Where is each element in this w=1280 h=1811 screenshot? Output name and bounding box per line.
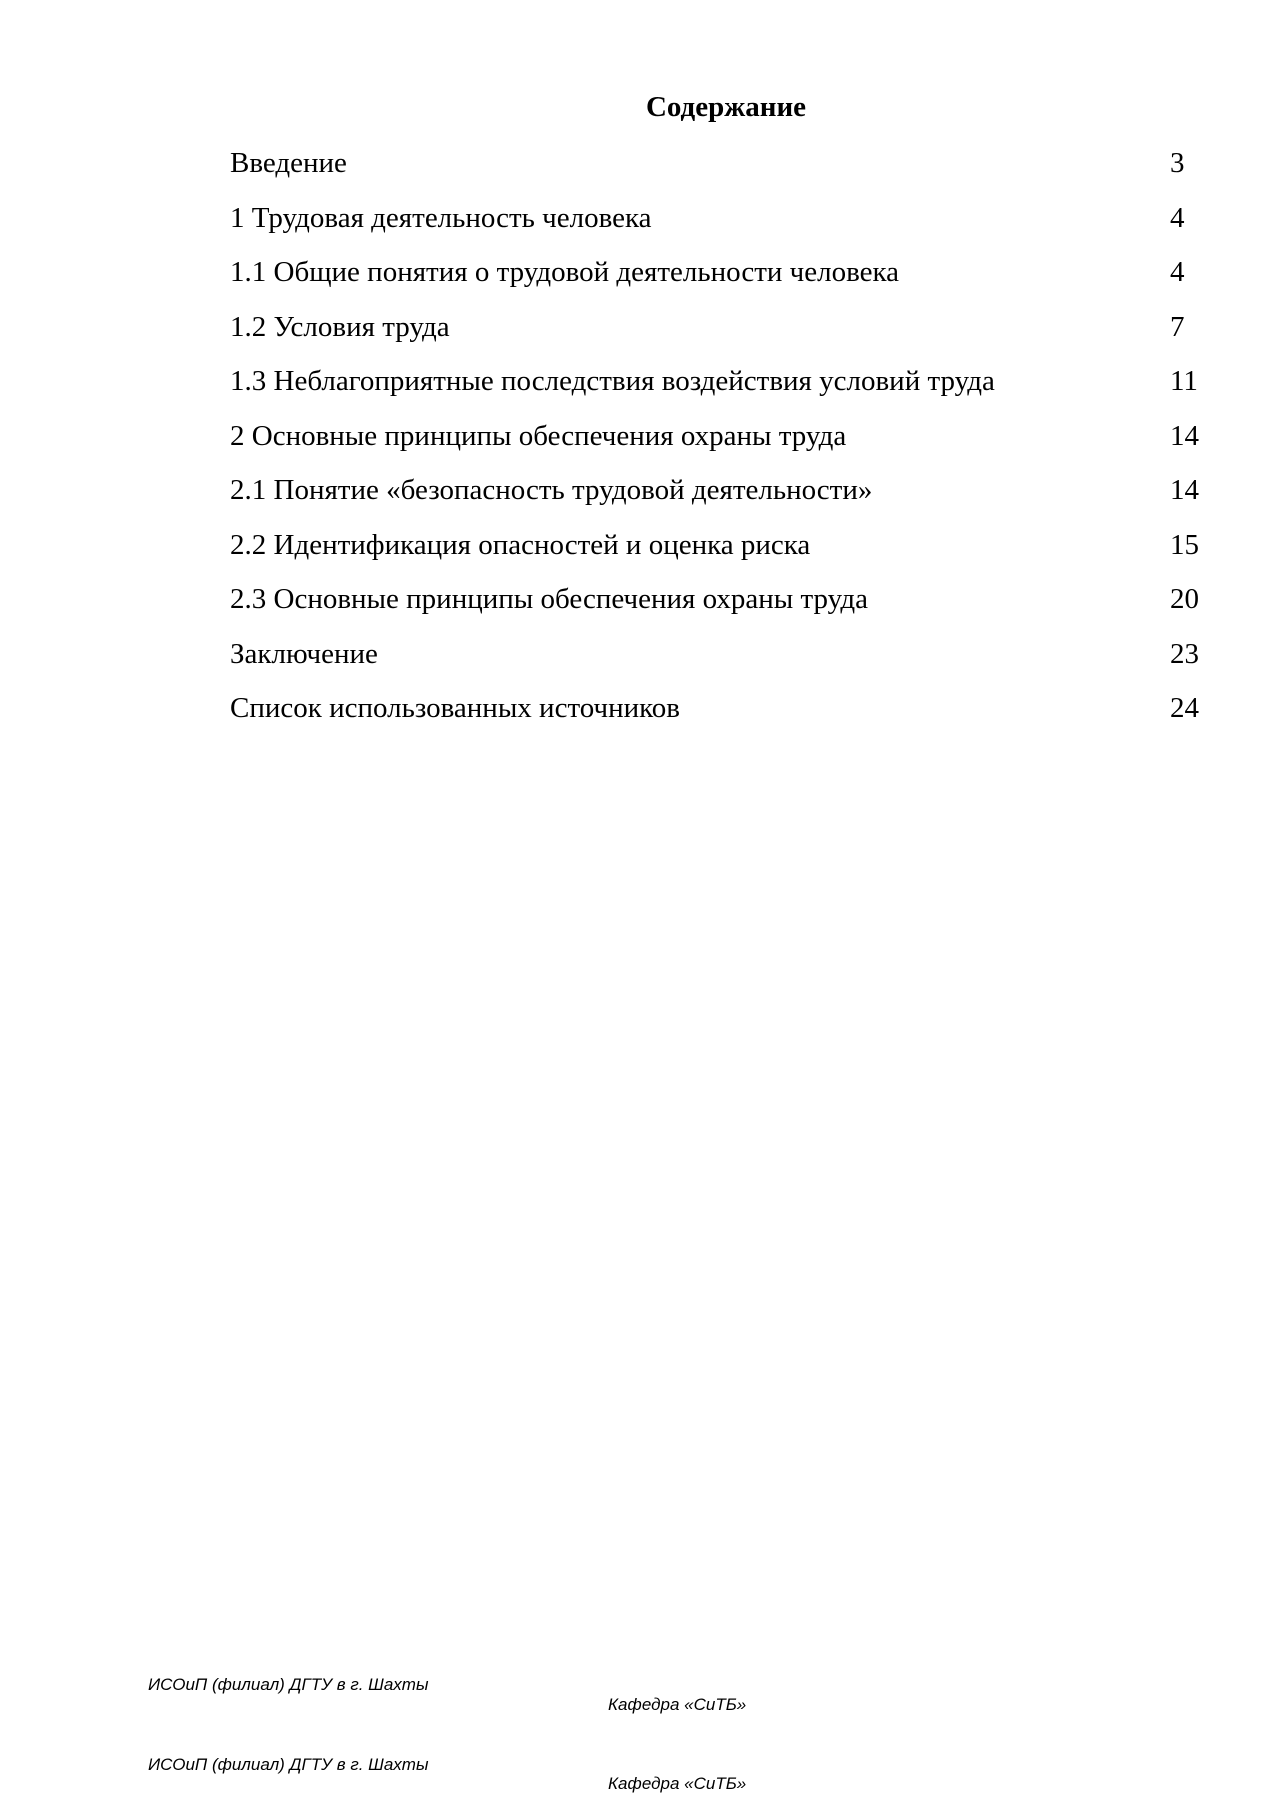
toc-entry-title: 2.2 Идентификация опасностей и оценка риска	[230, 528, 811, 561]
toc-entry[interactable]	[230, 472, 1210, 527]
toc-entry[interactable]	[230, 363, 1210, 418]
toc-entry-page: 14	[1170, 474, 1199, 506]
toc-entry[interactable]	[230, 309, 1210, 364]
toc-title: Содержание	[645, 91, 807, 123]
toc-entry-page: 20	[1170, 583, 1199, 615]
toc-entry-page: 7	[1170, 310, 1185, 343]
toc-entry-page: 3	[1170, 147, 1185, 179]
toc-entry-page: 14	[1170, 419, 1199, 452]
toc-entry-title: 1 Трудовая деятельность человека	[230, 201, 652, 234]
toc-entry[interactable]	[230, 254, 1210, 309]
toc-entry-title: Введение	[230, 147, 347, 179]
toc-entry[interactable]	[230, 418, 1210, 473]
toc-entry[interactable]	[230, 636, 1210, 691]
toc-entry[interactable]	[230, 200, 1210, 255]
toc-entry-title: 1.1 Общие понятия о трудовой деятельности человека	[230, 256, 900, 288]
footer-department: Кафедра «СиТБ»	[608, 1774, 747, 1793]
toc-entry-page: 23	[1170, 637, 1199, 670]
toc-entry-page: 24	[1170, 692, 1199, 724]
toc-entry[interactable]	[230, 527, 1210, 582]
toc-entry-title: 2 Основные принципы обеспечения охраны труда	[230, 419, 847, 452]
toc-entry-title: 1.2 Условия труда	[230, 310, 450, 343]
toc-entry-page: 4	[1170, 256, 1185, 288]
toc-entry[interactable]	[230, 690, 1210, 745]
toc-entry-page: 4	[1170, 201, 1185, 234]
toc-entry-title: 2.3 Основные принципы обеспечения охраны труда	[230, 583, 868, 615]
toc-entry-title: 2.1 Понятие «безопасность трудовой деятельности»	[230, 474, 873, 506]
footer-institution: ИСОиП (филиал) ДГТУ в г. Шахты	[148, 1675, 429, 1694]
footer-institution: ИСОиП (филиал) ДГТУ в г. Шахты	[148, 1755, 429, 1774]
toc-entry-title: Заключение	[230, 637, 378, 670]
toc-entry[interactable]	[230, 581, 1210, 636]
toc-entry-page: 11	[1170, 365, 1198, 397]
toc-entry[interactable]	[230, 145, 1210, 200]
toc-entry-title: Список использованных источников	[230, 692, 680, 724]
table-of-contents	[230, 145, 1210, 745]
toc-entry-title: 1.3 Неблагоприятные последствия воздействия условий труда	[230, 365, 995, 397]
footer-department: Кафедра «СиТБ»	[608, 1695, 747, 1714]
toc-entry-page: 15	[1170, 528, 1199, 561]
